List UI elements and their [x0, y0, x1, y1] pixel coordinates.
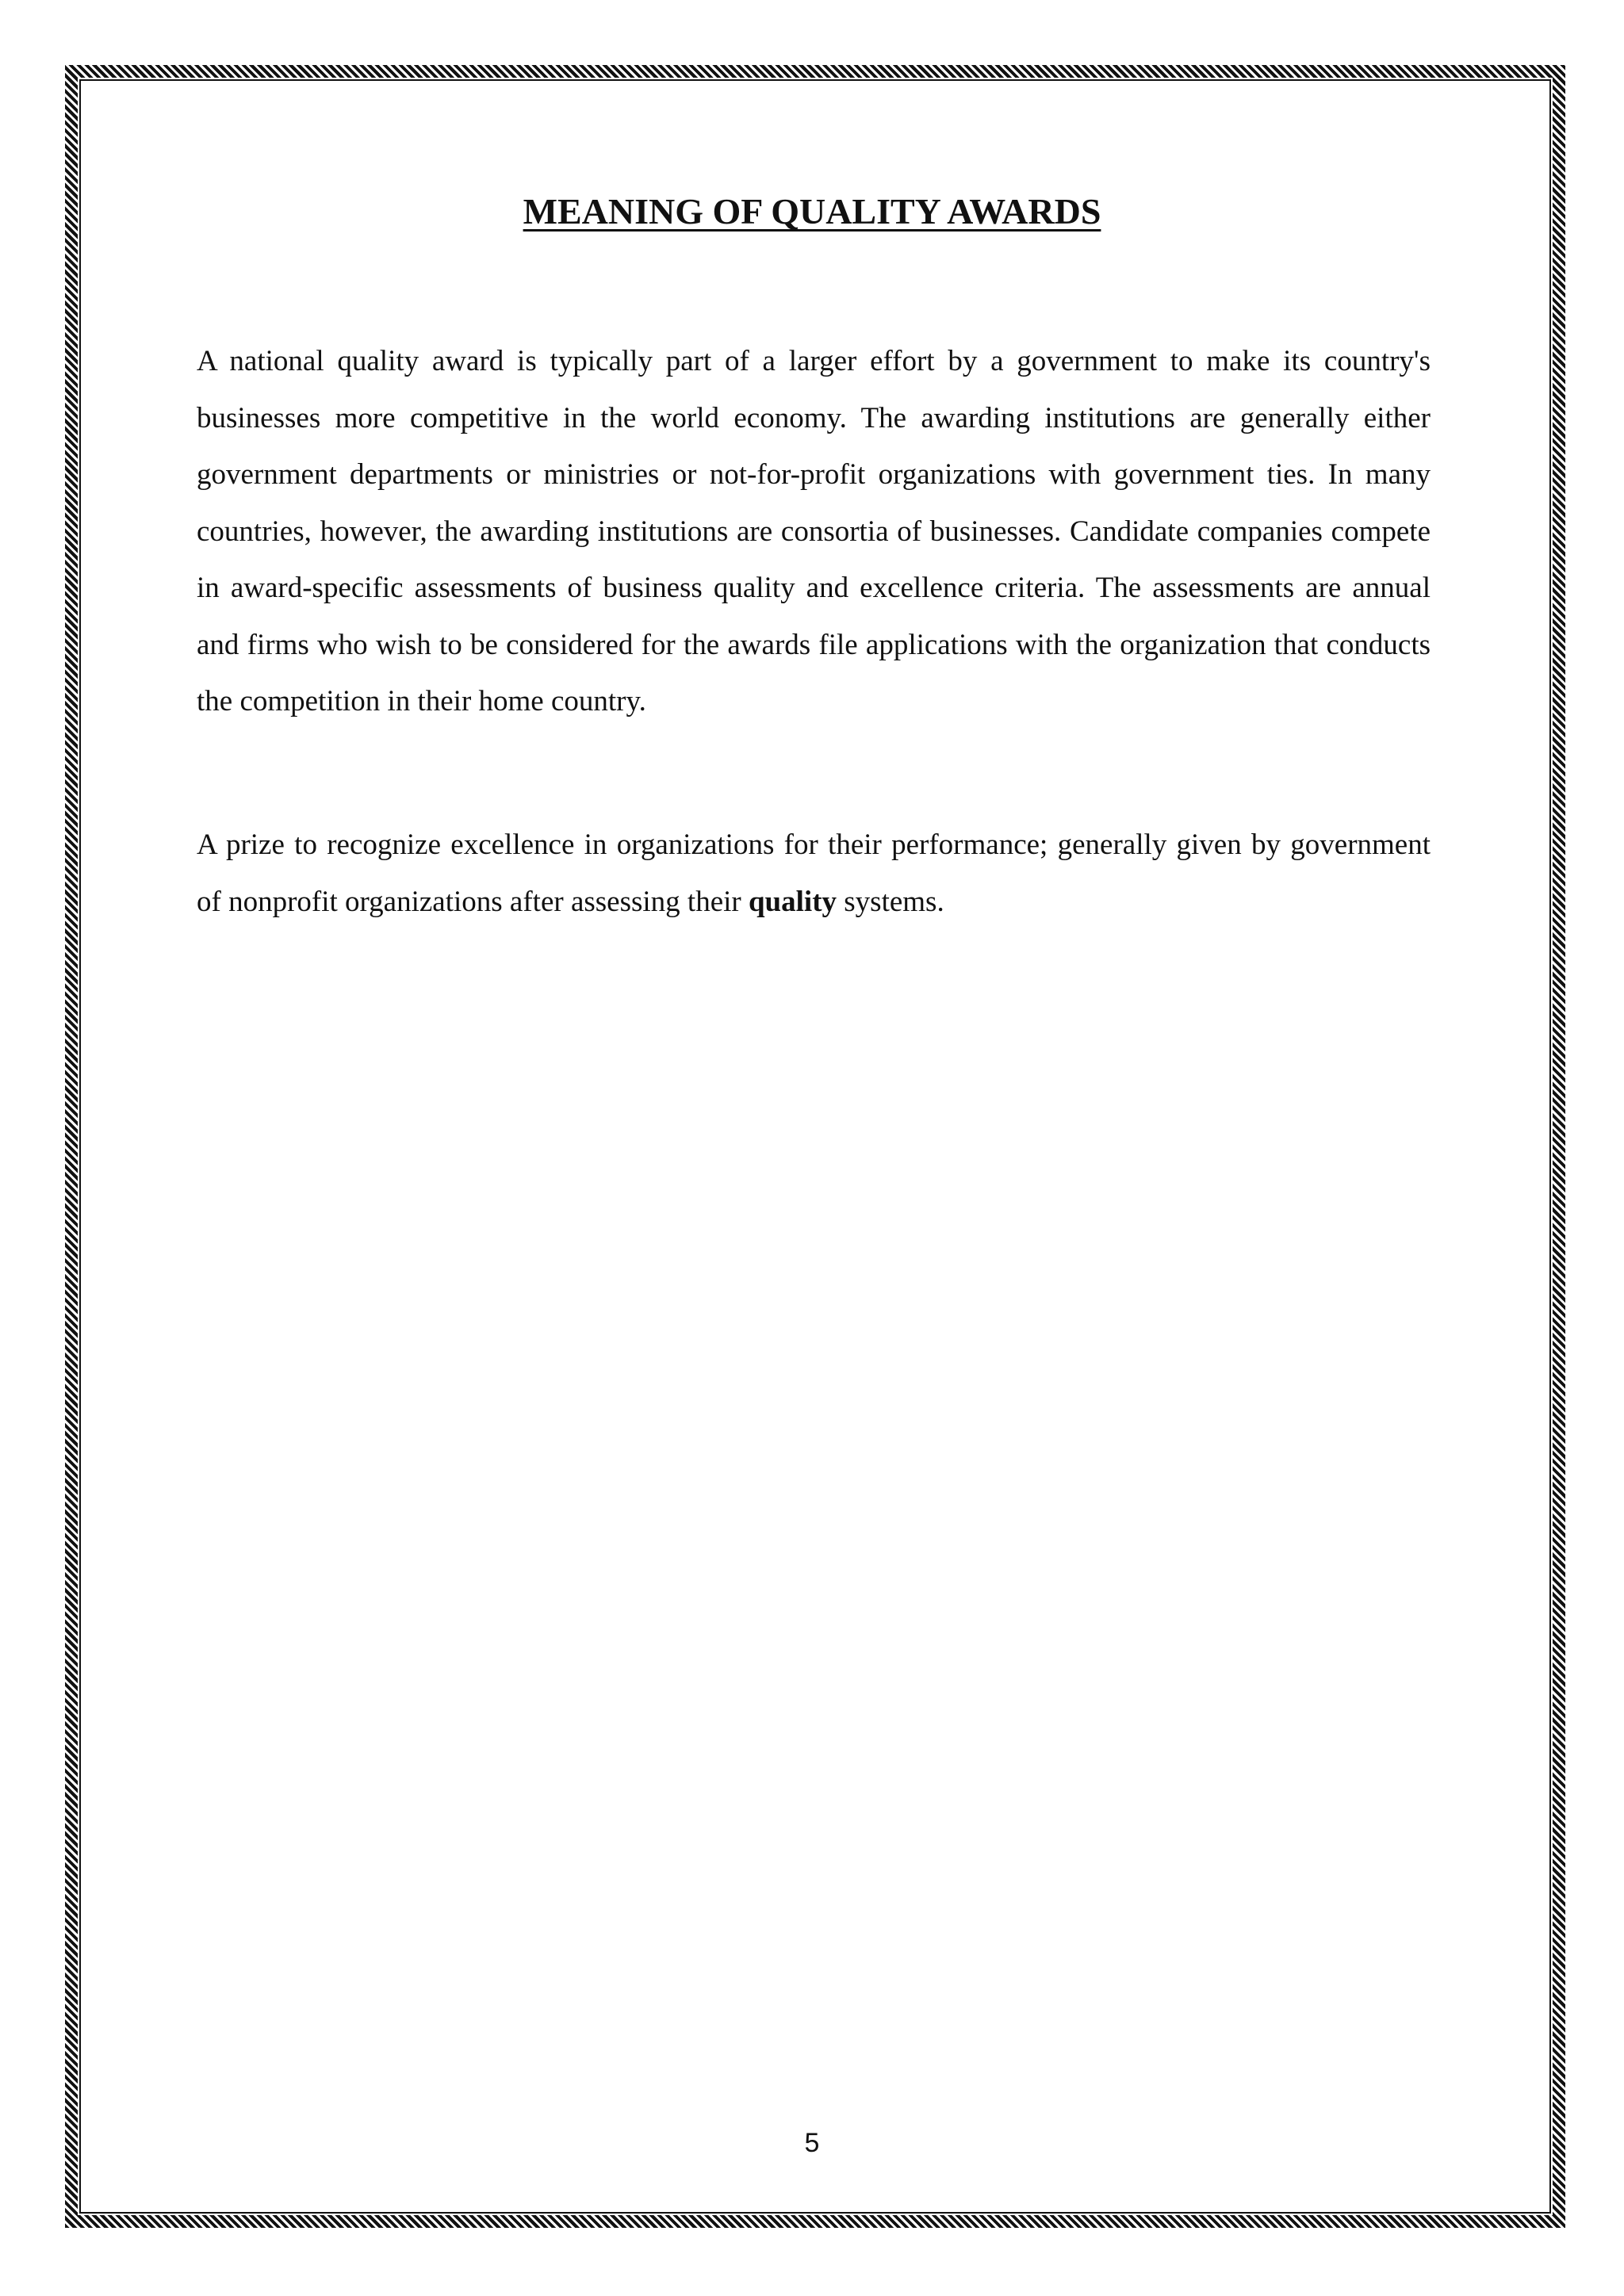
paragraph-prize-text-end: systems.: [837, 885, 944, 918]
paragraph-prize-definition: [197, 817, 1431, 930]
page-title: MEANING OF QUALITY AWARDS: [523, 191, 1101, 232]
page-number: 5: [804, 2128, 820, 2158]
emphasized-word-quality: quality: [748, 885, 837, 918]
paragraph-definition: A national quality award is typically part of a larger effort by a government to make its country's businesses more competitive in the world economy. The awarding institutions are generally either government departments or ministries or not-for-profit organizations with government ties. In many countries, however, the awarding institutions are consortia of businesses. Candidate companies compete in award-specific assessments of business quality and excellence criteria. The assessments are annual and firms who wish to be considered for the awards file applications with the organization that conducts the competition in their home country.: [197, 345, 1431, 718]
paragraph-prize-text-start: A prize to recognize excellence in organizations for their performance; generally given by government of nonprofit organizations after assessing their: [197, 828, 1431, 918]
